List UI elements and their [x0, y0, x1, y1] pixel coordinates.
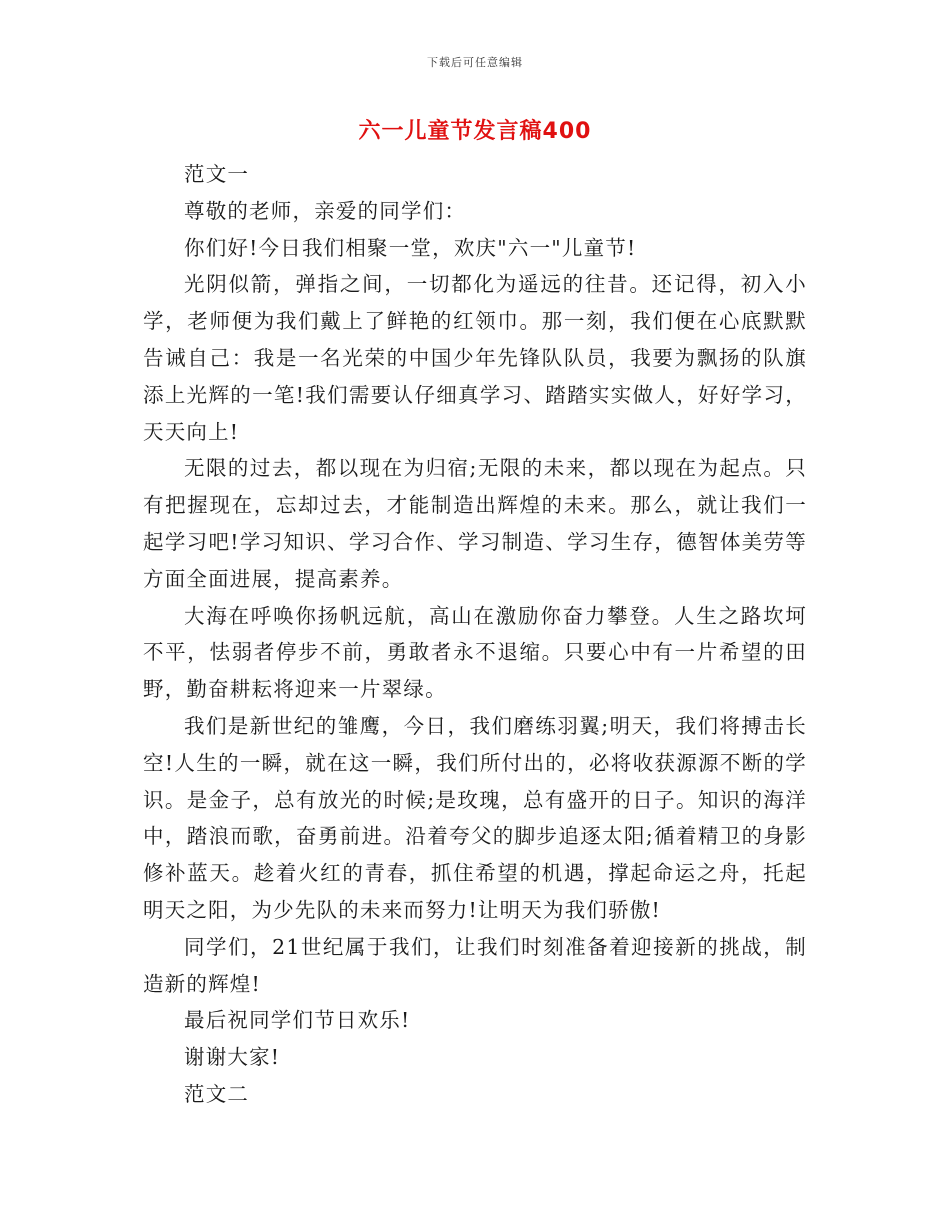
paragraph-salutation: 尊敬的老师，亲爱的同学们：	[184, 198, 467, 223]
paragraph-thanks: 谢谢大家!	[184, 1045, 281, 1070]
paragraph-body-5: 同学们，21世纪属于我们，让我们时刻准备着迎接新的挑战，制造新的辉煌!	[143, 934, 807, 996]
header-note: 下载后可任意编辑	[427, 56, 523, 69]
paragraph-body-3: 大海在呼唤你扬帆远航，高山在激励你奋力攀登。人生之路坎坷不平，怯弱者停步不前，勇敢者永不退缩。只要心中有一片希望的田野，勤奋耕耘将迎来一片翠绿。	[143, 603, 807, 702]
paragraph-sample-one-heading: 范文一	[184, 162, 250, 186]
document-body	[143, 156, 807, 1113]
document-title: 六一儿童节发言稿400	[358, 119, 592, 144]
paragraph-body-1: 光阴似箭，弹指之间，一切都化为遥远的往昔。还记得，初入小学，老师便为我们戴上了鲜艳的红领巾。那一刻，我们便在心底默默告诫自己：我是一名光荣的中国少年先锋队队员，我要为飘扬的队旗添上光辉的一笔!我们需要认仔细真学习、踏踏实实做人，好好学习，天天向上!	[143, 272, 807, 444]
paragraph-sample-two-heading: 范文二	[184, 1081, 250, 1106]
paragraph-greeting: 你们好!今日我们相聚一堂，欢庆"六一"儿童节!	[184, 235, 637, 260]
paragraph-body-4: 我们是新世纪的雏鹰，今日，我们磨练羽翼;明天，我们将搏击长空!人生的一瞬，就在这一瞬，我们所付出的，必将收获源源不断的学识。是金子，总有放光的时候;是玫瑰，总有盛开的日子。知识的海洋中，踏浪而歌，奋勇前进。沿着夸父的脚步追逐太阳;循着精卫的身影修补蓝天。趁着火红的青春，抓住希望的机遇，撑起命运之舟，托起明天之阳，为少先队的未来而努力!让明天为我们骄傲!	[143, 713, 807, 922]
paragraph-closing-wish: 最后祝同学们节日欢乐!	[184, 1008, 411, 1033]
paragraph-body-2: 无限的过去，都以现在为归宿;无限的未来，都以现在为起点。只有把握现在，忘却过去，才能制造出辉煌的未来。那么，就让我们一起学习吧!学习知识、学习合作、学习制造、学习生存，德智体美劳等方面全面进展，提高素养。	[143, 456, 807, 591]
